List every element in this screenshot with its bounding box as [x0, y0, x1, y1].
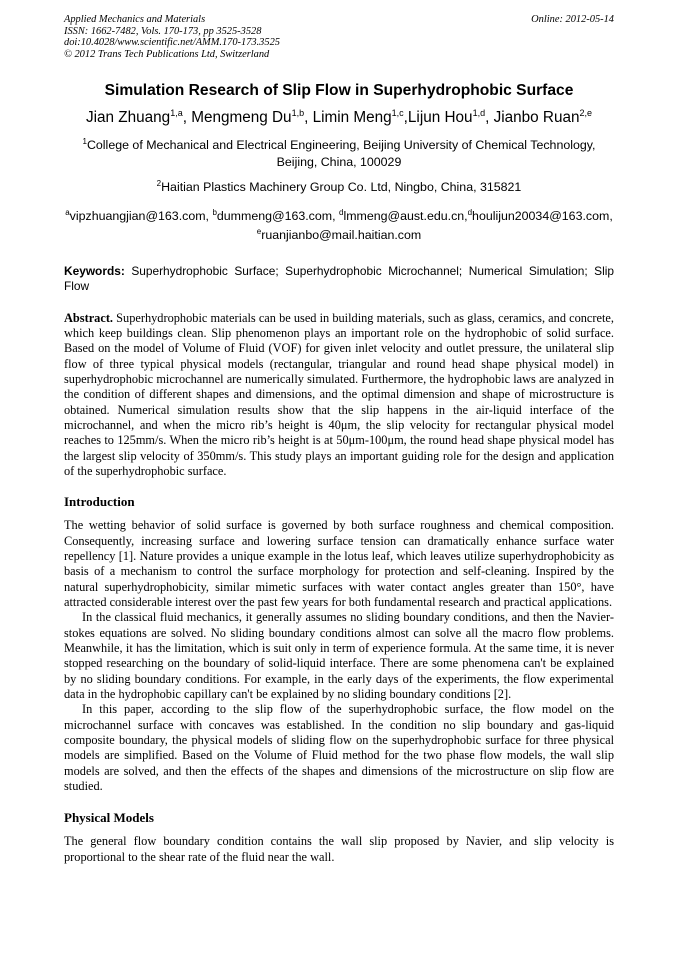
email-address: houlijun20034@163.com,: [472, 208, 613, 223]
author-name: Jianbo Ruan: [493, 109, 580, 126]
author-sup: 2,e: [579, 108, 592, 118]
email-address: dummeng@163.com,: [216, 208, 339, 223]
email-sup: b: [212, 207, 217, 217]
paragraph: The general flow boundary condition contains the wall slip proposed by Navier, and slip velocity is proportional to the shear rate of the fluid near the wall.: [64, 834, 614, 864]
email-address: vipzhuangjian@163.com,: [69, 208, 213, 223]
email-sup: e: [256, 227, 262, 236]
author-sup: 1,b: [291, 108, 305, 118]
keywords-label: Keywords:: [64, 263, 125, 278]
affiliation-text: Beijing, China, 100029: [276, 154, 402, 169]
email-sup: d: [467, 207, 473, 217]
abstract-label: Abstract.: [64, 310, 114, 325]
section-heading-introduction: Introduction: [64, 494, 135, 510]
author-sep: ,: [403, 109, 408, 126]
email-list: [64, 205, 614, 244]
author-name: Jian Zhuang: [86, 109, 171, 126]
journal-header: [64, 14, 614, 60]
keywords-text: Superhydrophobic Surface; Superhydrophobic Microchannel; Numerical Simulation; Slip Flow: [64, 263, 614, 293]
introduction-section: [64, 518, 614, 794]
email-address: ruanjianbo@mail.haitian.com: [261, 228, 422, 242]
doi-line: doi:10.4028/www.scientific.net/AMM.170-173.3525: [64, 37, 280, 48]
affiliation-sup: 2: [156, 179, 162, 188]
author-sup: 1,d: [472, 108, 486, 118]
author-list: [64, 104, 614, 127]
copyright-line: © 2012 Trans Tech Publications Ltd, Switzerland: [64, 48, 270, 60]
paragraph: In this paper, according to the slip flow of the superhydrophobic surface, the flow model on the microchannel surface with concaves was established. In the condition no slip boundary and gas-liquid composite boundary, the physical models of sliding flow on the superhydrophobic surface for three physical models are simplified. Based on the Volume of Fluid method for the two phase flow models, the wall slip models are solved, and then the effects of the shapes and dimensions of the microstructure on slip flow are studied.: [64, 702, 614, 794]
abstract-text: Superhydrophobic materials can be used in building materials, such as glass, ceramics, and concrete, which keep buildings clean. Slip phenomenon plays an important role on the hydrophobic of solid surface. Based on the model of Volume of Fluid (VOF) for given inlet velocity and outlet pressure, the unilateral slip flow of three typical physical models (rectangular, triangular and round head shape physical model) in superhydrophobic microchannel are numerically simulated. Furthermore, the hydrophobic laws are analyzed in the condition of different shapes and dimensions, and the optimal dimension and shape of microstructure is obtained. Numerical simulation results show that the slip happens in the air-liquid interface of the microchannel, and when the micro rib’s height is 40μm, the slip velocity for rectangular physical model reaches to 125mm/s. When the micro rib’s height is at 50μm-100μm, the round head shape physical model has the largest slip velocity of 350mm/s. This study plays an important guiding role for the design and application of the superhydrophobic surface.: [64, 310, 614, 478]
author-sup: 1,c: [391, 108, 404, 118]
affiliation-2: [64, 176, 614, 196]
paper-title: Simulation Research of Slip Flow in Superhydrophobic Surface: [104, 82, 574, 99]
email-sup: d: [338, 207, 344, 217]
author-sep: ,: [485, 109, 494, 126]
author-sep: ,: [182, 109, 192, 126]
author-name: Lijun Hou: [407, 109, 473, 126]
email-sup: a: [65, 207, 70, 217]
journal-info: [64, 14, 280, 60]
author-name: Mengmeng Du: [191, 109, 292, 126]
author-sup: 1,a: [170, 108, 183, 118]
affiliation-1: [64, 134, 614, 170]
affiliation-text: College of Mechanical and Electrical Engineering, Beijing University of Chemical Technology,: [86, 138, 596, 152]
physical-models-section: [64, 834, 614, 865]
paper-page: [64, 14, 614, 865]
author-name: Limin Meng: [312, 109, 392, 126]
paragraph: In the classical fluid mechanics, it generally assumes no sliding boundary conditions, and then the Navier-stokes equations are solved. No sliding boundary conditions almost can solve all the macro flow problems. Meanwhile, it has the limitation, which is suit only in term of experience formula. At the same time, it is never stopped researching on the boundary of solid-liquid interface. There are some phenomena can't be explained by no sliding boundary conditions. For example, in the early days of the experiments, the flow experimental data in the hydrophobic capillary can't be explained by no sliding boundary conditions [2].: [64, 610, 614, 702]
keywords: [64, 264, 614, 295]
section-heading-physical-models: Physical Models: [64, 810, 154, 826]
abstract: [64, 311, 614, 480]
issn-line: ISSN: 1662-7482, Vols. 170-173, pp 3525-3528: [64, 25, 262, 37]
paragraph: The wetting behavior of solid surface is governed by both surface roughness and chemical composition. Consequently, increasing surface and lowering surface tension can dramatically enhance surface water repellency [1]. Nature provides a unique example in the lotus leaf, which leaves utilize superhydrophobicity as basis of a mechanism to control the surface morphology for protection and self-cleaning. Inspired by the natural superhydrophobicity, similar mimetic surfaces with water contact angles greater than 150°, have attracted considerable interest over the past few years for both fundamental research and practical applications.: [64, 518, 614, 609]
affiliation-sup: 1: [82, 137, 87, 146]
email-address: lmmeng@aust.edu.cn,: [343, 208, 468, 223]
author-sep: ,: [304, 109, 313, 126]
journal-name: Applied Mechanics and Materials: [64, 14, 206, 25]
online-date: Online: 2012-05-14: [531, 14, 614, 25]
affiliation-text: Haitian Plastics Machinery Group Co. Ltd, Ningbo, China, 315821: [161, 180, 522, 194]
